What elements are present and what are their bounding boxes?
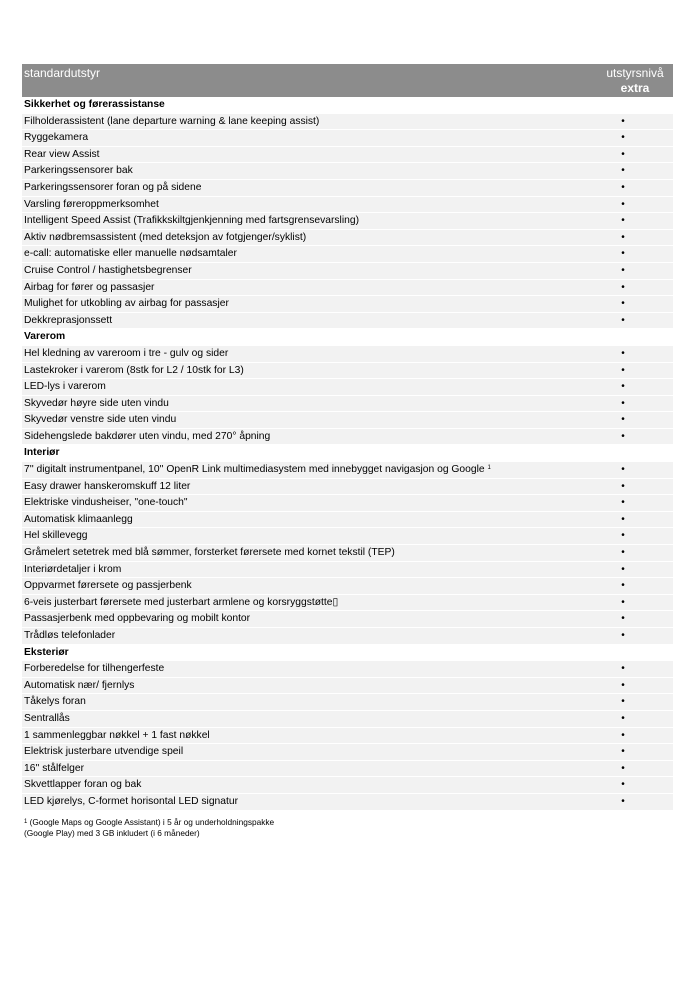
table-row xyxy=(22,363,673,380)
included-bullet: • xyxy=(621,679,625,691)
feature-label: Automatisk nær/ fjernlys xyxy=(24,679,135,691)
included-bullet: • xyxy=(621,696,625,708)
included-bullet: • xyxy=(621,712,625,724)
table-row xyxy=(22,213,673,230)
included-bullet: • xyxy=(621,795,625,807)
table-row xyxy=(22,794,673,811)
feature-label: LED-lys i varerom xyxy=(24,381,106,393)
table-row xyxy=(22,562,673,579)
table-row xyxy=(22,545,673,562)
feature-label: Elektrisk justerbare utvendige speil xyxy=(24,746,184,758)
table-row xyxy=(22,462,673,479)
feature-label: LED kjørelys, C-formet horisontal LED signatur xyxy=(24,795,239,807)
table-row xyxy=(22,479,673,496)
feature-label: 6-veis justerbart førersete med justerbart armlene og korsryggstøtte▯ xyxy=(24,596,339,608)
table-row xyxy=(22,379,673,396)
table-row xyxy=(22,163,673,180)
table-row xyxy=(22,595,673,612)
included-bullet: • xyxy=(621,181,625,193)
section-heading xyxy=(22,97,673,114)
table-row xyxy=(22,661,673,678)
feature-label: Aktiv nødbremsassistent (med deteksjon av fotgjenger/syklist) xyxy=(24,231,307,243)
feature-label: Filholderassistent (lane departure warning & lane keeping assist) xyxy=(24,115,320,127)
table-row xyxy=(22,628,673,645)
footnote-marker: 1 xyxy=(24,818,28,825)
table-row xyxy=(22,296,673,313)
feature-label: Parkeringssensorer foran og på sidene xyxy=(24,181,202,193)
table-row xyxy=(22,512,673,529)
table-row xyxy=(22,611,673,628)
included-bullet: • xyxy=(621,513,625,525)
included-bullet: • xyxy=(621,464,625,476)
header-right-label xyxy=(597,66,673,96)
feature-label: Sentrallås xyxy=(24,712,70,724)
feature-label: Oppvarmet førersete og passjerbenk xyxy=(24,580,192,592)
included-bullet: • xyxy=(621,746,625,758)
table-row xyxy=(22,130,673,147)
included-bullet: • xyxy=(621,530,625,542)
header-level-label: utstyrsnivå xyxy=(606,66,664,80)
feature-label: Interiørdetaljer i krom xyxy=(24,563,122,575)
table-row xyxy=(22,246,673,263)
included-bullet: • xyxy=(621,729,625,741)
included-bullet: • xyxy=(621,231,625,243)
section-heading xyxy=(22,645,673,662)
table-row xyxy=(22,744,673,761)
table-row xyxy=(22,280,673,297)
feature-label: Lastekroker i varerom (8stk for L2 / 10stk for L3) xyxy=(24,364,244,376)
feature-label: Tåkelys foran xyxy=(24,696,86,708)
included-bullet: • xyxy=(621,381,625,393)
included-bullet: • xyxy=(621,397,625,409)
included-bullet: • xyxy=(621,148,625,160)
feature-label: Skvettlapper foran og bak xyxy=(24,779,142,791)
included-bullet: • xyxy=(621,132,625,144)
header-level-value: extra xyxy=(620,81,650,95)
footnote-line-2: (Google Play) med 3 GB inkludert (i 6 måneder) xyxy=(24,827,200,838)
included-bullet: • xyxy=(621,596,625,608)
table-row xyxy=(22,678,673,695)
included-bullet: • xyxy=(621,298,625,310)
feature-label: Forberedelse for tilhengerfeste xyxy=(24,663,165,675)
feature-label: Passasjerbenk med oppbevaring og mobilt kontor xyxy=(24,613,251,625)
included-bullet: • xyxy=(621,165,625,177)
table-row xyxy=(22,396,673,413)
table-row xyxy=(22,495,673,512)
table-row xyxy=(22,197,673,214)
feature-label: Ryggekamera xyxy=(24,132,89,144)
included-bullet: • xyxy=(621,414,625,426)
table-header xyxy=(22,64,673,97)
footnote-ref: 1 xyxy=(487,465,491,472)
feature-label: 7'' digitalt instrumentpanel, 10'' OpenR Link multimediasystem med innebygget navigasjon og Google $^1$ xyxy=(24,464,491,476)
feature-label: Hel skillevegg xyxy=(24,530,88,542)
feature-label: Elektriske vindusheiser, "one-touch" xyxy=(24,497,188,509)
feature-label: Mulighet for utkobling av airbag for passasjer xyxy=(24,298,229,310)
feature-label: Automatisk klimaanlegg xyxy=(24,513,133,525)
equipment-table xyxy=(22,64,673,839)
feature-label: Hel kledning av vareroom i tre - gulv og sider xyxy=(24,347,229,359)
section-heading xyxy=(22,445,673,462)
included-bullet: • xyxy=(621,314,625,326)
included-bullet: • xyxy=(621,613,625,625)
table-row xyxy=(22,263,673,280)
included-bullet: • xyxy=(621,198,625,210)
feature-label: Rear view Assist xyxy=(24,148,100,160)
included-bullet: • xyxy=(621,430,625,442)
feature-label: Dekkreprasjonssett xyxy=(24,314,113,326)
included-bullet: • xyxy=(621,580,625,592)
table-row xyxy=(22,412,673,429)
feature-label: Gråmelert setetrek med blå sømmer, forsterket førersete med kornet tekstil (TEP) xyxy=(24,547,395,559)
feature-label: Airbag for fører og passasjer xyxy=(24,281,155,293)
footnote-line-1: (Google Maps og Google Assistant) i 5 år og underholdningspakke xyxy=(29,816,275,827)
table-row xyxy=(22,230,673,247)
table-row xyxy=(22,728,673,745)
included-bullet: • xyxy=(621,663,625,675)
section-title: Eksteriør xyxy=(24,646,69,658)
included-bullet: • xyxy=(621,480,625,492)
included-bullet: • xyxy=(621,264,625,276)
feature-label: Parkeringssensorer bak xyxy=(24,165,133,177)
table-row xyxy=(22,346,673,363)
section-heading xyxy=(22,329,673,346)
feature-label: e-call: automatiske eller manuelle nødsamtaler xyxy=(24,248,237,260)
included-bullet: • xyxy=(621,497,625,509)
feature-label: 1 sammenleggbar nøkkel + 1 fast nøkkel xyxy=(24,729,210,741)
table-row xyxy=(22,429,673,446)
section-title: Interiør xyxy=(24,447,60,459)
included-bullet: • xyxy=(621,281,625,293)
table-row xyxy=(22,578,673,595)
feature-label: Skyvedør venstre side uten vindu xyxy=(24,414,177,426)
table-row xyxy=(22,711,673,728)
table-row xyxy=(22,694,673,711)
footnote xyxy=(22,817,673,839)
section-title: Varerom xyxy=(24,331,66,343)
table-body xyxy=(22,97,673,811)
included-bullet: • xyxy=(621,563,625,575)
feature-label: Sidehengslede bakdører uten vindu, med 270° åpning xyxy=(24,430,271,442)
included-bullet: • xyxy=(621,364,625,376)
table-row xyxy=(22,313,673,330)
included-bullet: • xyxy=(621,762,625,774)
table-row xyxy=(22,180,673,197)
included-bullet: • xyxy=(621,115,625,127)
included-bullet: • xyxy=(621,248,625,260)
table-row xyxy=(22,777,673,794)
table-row xyxy=(22,114,673,131)
included-bullet: • xyxy=(621,215,625,227)
included-bullet: • xyxy=(621,347,625,359)
feature-label: Skyvedør høyre side uten vindu xyxy=(24,397,169,409)
feature-label: Easy drawer hanskeromskuff 12 liter xyxy=(24,480,191,492)
included-bullet: • xyxy=(621,779,625,791)
section-title: Sikkerhet og førerassistanse xyxy=(24,99,165,110)
feature-label: Trådløs telefonlader xyxy=(24,630,116,641)
feature-label: 16'' stålfelger xyxy=(24,762,85,774)
table-row xyxy=(22,147,673,164)
feature-label: Cruise Control / hastighetsbegrenser xyxy=(24,264,192,276)
included-bullet: • xyxy=(621,630,625,641)
feature-label: Varsling føreroppmerksomhet xyxy=(24,198,159,210)
feature-label: Intelligent Speed Assist (Trafikkskiltgjenkjenning med fartsgrensevarsling) xyxy=(24,215,359,227)
table-row xyxy=(22,528,673,545)
included-bullet: • xyxy=(621,547,625,559)
table-row xyxy=(22,761,673,778)
header-left-label: standardutstyr xyxy=(24,66,101,80)
